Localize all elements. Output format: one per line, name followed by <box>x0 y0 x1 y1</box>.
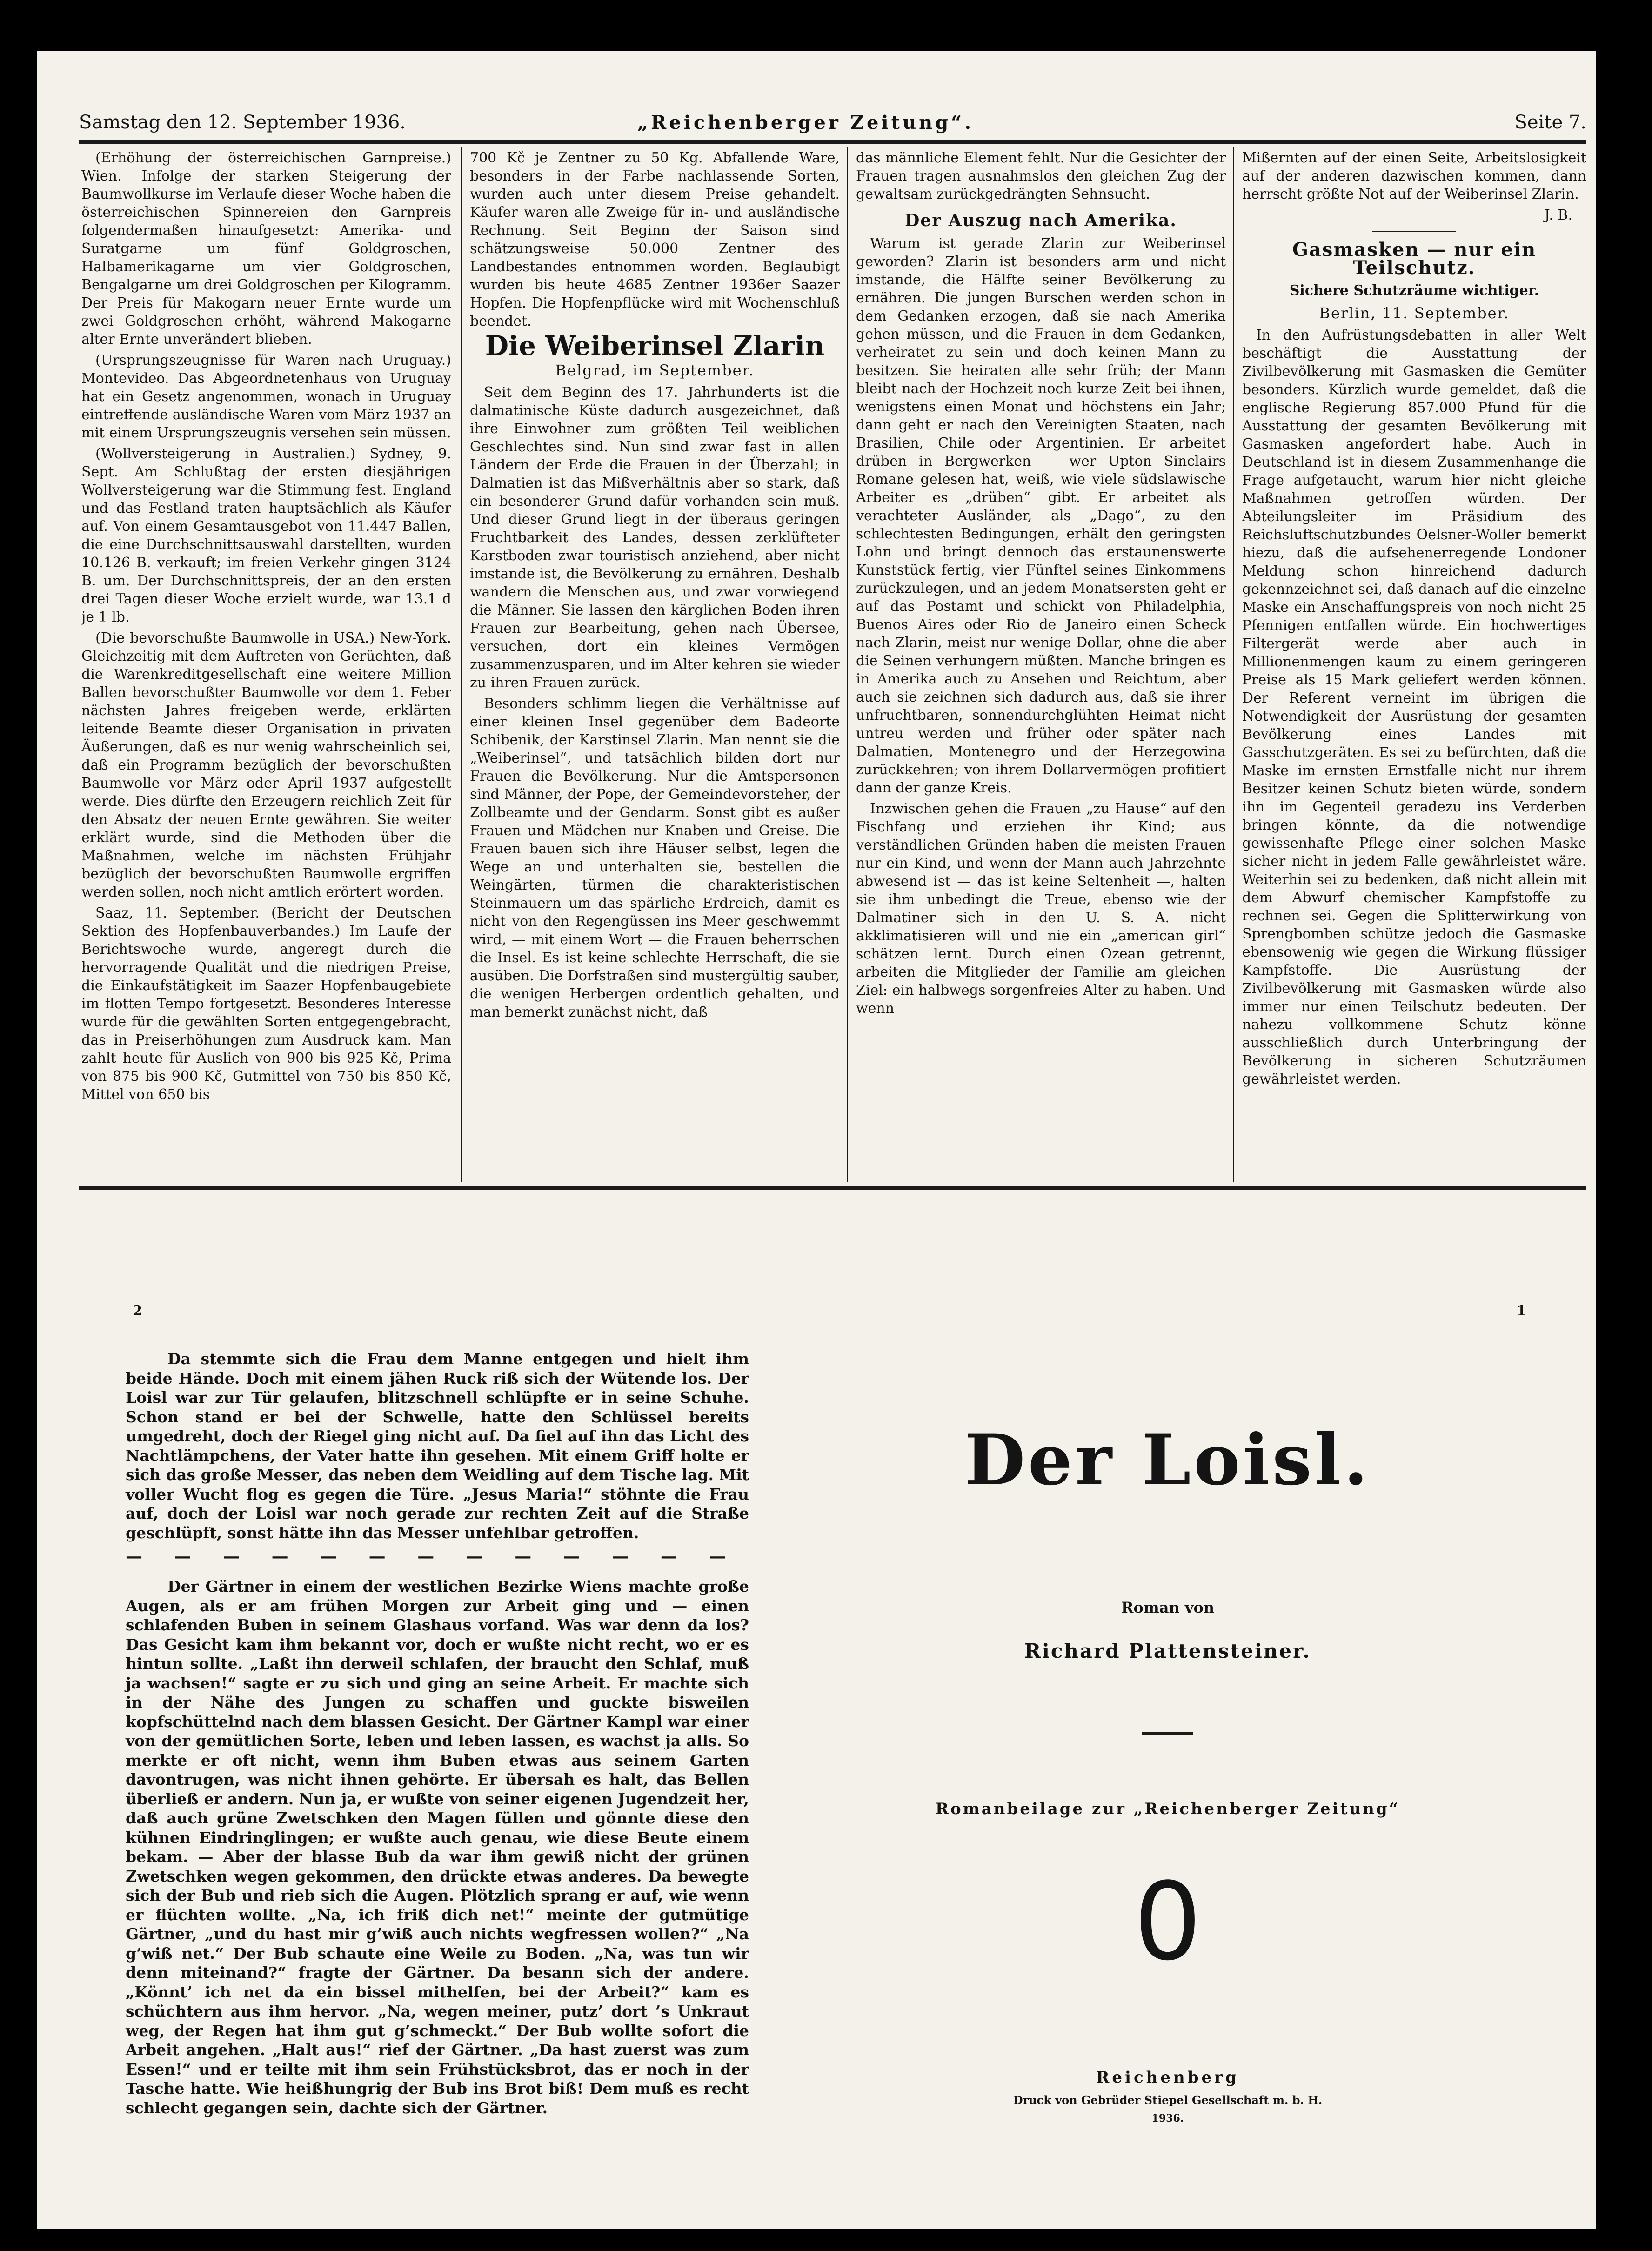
article-uruguay: (Ursprungszeugnisse für Waren nach Uruguay.) Montevideo. Das Abgeordnetenhaus von Uruguay hat ein Gesetz angenommen, wonach in Uruguay eintreffende ausländische Waren vom März 1937 an mit einem Ursprungszeugnis versehen sein müssen. <box>81 352 451 441</box>
article-subtitle-gasmasken: Sichere Schutzräume wichtiger. <box>1289 282 1539 299</box>
novel-text <box>126 1349 749 2117</box>
publication-place: Reichenberg <box>1096 2068 1239 2087</box>
column-2 <box>470 149 840 1184</box>
article-divider <box>1372 231 1456 232</box>
article-garnpreise: (Erhöhung der österreichischen Garnpreise.) Wien. Infolge der starken Steigerung der Baumwollkurse im Verlaufe dieser Woche haben die österreichischen Spinnereien den Garnpreis folgendermaßen hinaufgesetzt: Amerika- und Suratgarne um fünf Goldgroschen, Halbamerikagarne um vier Goldgroschen, Bengalgarne um drei Goldgroschen per Kilogramm. Der Preis für Makogarn neuer Ernte wurde um zwei Goldgroschen erhöht, während Makogarne alter Ernte unverändert blieben. <box>81 150 451 348</box>
publication-year: 1936. <box>1151 2112 1184 2124</box>
header-paper-name: „Reichenberger Zeitung“. <box>637 112 974 134</box>
column-4 <box>1242 149 1586 1184</box>
article-dateline-berlin: Berlin, 11. September. <box>1319 304 1510 322</box>
title-divider <box>1142 1732 1193 1735</box>
column-rule-3 <box>1233 147 1234 1182</box>
header-page-number: Seite 7. <box>1514 112 1586 133</box>
article-title-zlarin: Die Weiberinsel Zlarin <box>485 330 825 362</box>
fold-rule <box>79 1186 1586 1190</box>
zlarin-continued: das männliche Element fehlt. Nur die Gesichter der Frauen tragen ausnahmslos den gleichen Zug der gewaltsam zurückgedrängten Sehnsucht. <box>856 150 1226 202</box>
supplement-page-number-right: 1 <box>1517 1303 1526 1319</box>
zlarin-conclusion: Mißernten auf der einen Seite, Arbeitslosigkeit auf der anderen dazwischen kommen, dann herrscht größte Not auf der Weiberinsel Zlarin. <box>1242 150 1586 202</box>
printer-line: Druck von Gebrüder Stiepel Gesellschaft m. b. H. <box>1013 2093 1323 2107</box>
gasmasken-paragraph: In den Aufrüstungsdebatten in aller Welt beschäftigt die Ausstattung der Zivilbevölkerung mit Gasmasken die Gemüter besonders. Kürzlich wurde gemeldet, daß die englische Regierung 857.000 Pfund für die Ausstattung der gesamten Bevölkerung mit Gasmasken angefordert habe. Auch in Deutschland ist in diesem Zusammenhange die Frage aufgetaucht, warum hier nicht gleiche Maßnahmen getroffen würden. Der Abteilungsleiter im Präsidium des Reichsluftschutzbundes Oelsner-Woller bemerkt hiezu, daß die aufsehenerregende Londoner Meldung schon hinreichend dadurch gekennzeichnet sei, daß danach auf die einzelne Maske ein Anschaffungspreis von noch nicht 25 Pfennigen entfallen würde. Ein hochwertiges Filtergerät werde aber auch in Millionenmengen kaum zu einem geringeren Preise als 15 Mark geliefert werden können. Der Referent verneint im übrigen die Notwendigkeit der Ausrüstung der gesamten Bevölkerung eines Landes mit Gasschutzgeräten. Es sei zu befürchten, daß die Maske im ernsten Ernstfalle nicht nur ihrem Besitzer keinen Schutz bieten würde, sondern ihn im Gegenteil geradezu ins Verderben bringen könnte, da die notwendige gewissenhafte Pflege einer solchen Maske sicher nicht in jedem Falle gewährleistet wäre. Weiterhin sei zu bedenken, daß nicht allein mit dem Abwurf chemischer Kampfstoffe zu rechnen sei. Gegen die Splitterwirkung von Sprengbomben schütze jedoch die Gasmaske ebensowenig wie gegen die Wirkung flüssiger Kampfstoffe. Die Ausrüstung der Zivilbevölkerung mit Gasmasken würde also immer nur einen Teilschutz bedeuten. Der nahezu vollkommene Schutz könne ausschließlich durch Unterbringung der Bevölkerung in sicheren Schutzräumen gewährleistet werden. <box>1242 327 1586 1087</box>
page-header <box>79 112 1586 140</box>
novel-title: Der Loisl. <box>964 1419 1371 1501</box>
zlarin-paragraph-2: Besonders schlimm liegen die Verhältnisse auf einer kleinen Insel gegenüber dem Badeorte Schibenik, der Karstinsel Zlarin. Man nennt sie die „Weiberinsel“, und tatsächlich bilden dort nur Frauen die Bevölkerung. Nur die Amtspersonen sind Männer, der Pope, der Gemeindevorsteher, der Zollbeamte und der Gendarm. Sonst gibt es außer Frauen und Mädchen nur Knaben und Greise. Die Frauen bauen sich ihre Häuser selbst, legen die Wege an und unterhalten sie, bestellen die Weingärten, türmen die charakteristischen Steinmauern um das spärliche Erdreich, damit es nicht von den Regengüssen ins Meer geschwemmt wird, — mit einem Wort — die Frauen beherrschen die Insel. Es ist keine schlechte Herrschaft, die sie ausüben. Die Dorfstraßen sind mustergültig sauber, die wenigen Herbergen ordentlich gehalten, und man bemerkt zunächst nicht, daß <box>470 696 840 1020</box>
article-hopfen-continued: 700 Kč je Zentner zu 50 Kg. Abfallende Ware, besonders in der Farbe nachlassende Sorten, wurden auch unter diesem Preise gehandelt. Käufer waren alle Zweige für in- und ausländische Rechnung. Seit Beginn der Saison sind schätzungsweise 50.000 Zentner des Landbestandes entnommen worden. Beglaubigt wurden bis heute 4685 Zentner 1936er Saazer Hopfen. Die Hopfenpflücke wird mit Wochenschluß beendet. <box>470 150 840 329</box>
author-signature: J. B. <box>1544 207 1572 223</box>
article-hopfen-saaz: Saaz, 11. September. (Bericht der Deutschen Sektion des Hopfenbauverbandes.) Im Laufe der Berichtswoche wurde, angeregt durch die hervorragende Qualität und die niedrigen Preise, die Einkaufstätigkeit im Saazer Hopfenbaugebiete im flotten Tempo fortgesetzt. Besonderes Interesse wurde für die gewählten Sorten entgegengebracht, das in Preiserhöhungen zum Ausdruck kam. Man zahlt heute für Auslich von 900 bis 925 Kč, Prima von 875 bis 900 Kč, Gutmittel von 750 bis 850 Kč, Mittel von 650 bis <box>81 905 451 1103</box>
header-rule <box>79 140 1586 144</box>
column-1 <box>81 149 451 1184</box>
supplement-number: 0 <box>1133 1860 1202 1984</box>
novel-supplement-line: Romanbeilage zur „Reichenberger Zeitung“ <box>935 1800 1400 1818</box>
column-3 <box>856 149 1226 1184</box>
subheading-auszug-amerika: Der Auszug nach Amerika. <box>905 211 1177 230</box>
column-rule-1 <box>461 147 462 1182</box>
novel-paragraph-2: Der Gärtner in einem der westlichen Bezirke Wiens machte große Augen, als er am frühen Morgen zur Arbeit ging und — einen schlafenden Buben in seinem Glashaus vorfand. Was war denn da los? Das Gesicht kam ihm bekannt vor, doch er wußte nicht recht, wo er es hintun sollte. „Laßt ihn derweil schlafen, der braucht den Schlaf, muß ja wachsen!“ sagte er zu sich und ging an seine Arbeit. Er machte sich in der Nähe des Jungen zu schaffen und guckte bisweilen kopfschüttelnd nach dem blassen Gesicht. Der Gärtner Kampl war einer von der gemütlichen Sorte, leben und leben lassen, es wachst ja alls. So merkte er oft nicht, wenn ihm Buben etwas aus seinem Garten davontrugen, was nicht ihnen gehörte. Er übersah es halt, das Bellen überließ er andern. Nun ja, er wußte von seiner eigenen Jugendzeit her, daß auch grüne Zwetschken den Magen füllen und gönnte diese den kühnen Eindringlingen; er wußte auch genau, wie diese Beute einem bekam. — Aber der blasse Bub da war ihm gewiß nicht der grünen Zwetschken wegen gekommen, den drückte etwas anderes. Da bewegte sich der Bub und rieb sich die Augen. Plötzlich sprang er auf, wie wenn er flüchten wollte. „Na, ich friß dich net!“ meinte der gutmütige Gärtner, „und du hast mir g’wiß auch nichts wegfressen wollen?“ „Na g’wiß net.“ Der Bub schaute eine Weile zu Boden. „Na, was tun wir denn miteinand?“ fragte der Gärtner. Da besann sich der andere. „Könnt’ ich net da ein bissel mithelfen, bei der Arbeit?“ kam es schüchtern aus ihm hervor. „Na, wegen meiner, putz’ dort ’s Unkraut weg, der Regen hat ihm gut g’schmeckt.“ Der Bub wollte sofort die Arbeit angehen. „Halt aus!“ rief der Gärtner. „Da hast zuerst was zum Essen!“ und er teilte mit ihm sein Frühstücksbrot, das er noch in der Tasche hatte. Wie heißhungrig der Bub ins Brot biß! Dem muß es recht schlecht gegangen sein, dachte sich der Gärtner. <box>126 1577 749 2117</box>
section-break-dashes: — — — — — — — — — — — — — <box>126 1547 739 1566</box>
zlarin-paragraph-3: Warum ist gerade Zlarin zur Weiberinsel geworden? Zlarin ist besonders arm und nicht imstande, die Hälfte seiner Bevölkerung zu ernähren. Die jungen Burschen werden schon in dem Gedanken erzogen, daß sie nach Amerika gehen müssen, und die Frauen in dem Gedanken, verheiratet zu sein und doch keinen Mann zu besitzen. Sie heiraten alle sehr früh; der Mann bleibt nach der Hochzeit noch kurze Zeit bei ihnen, wenigstens einen Monat und höchstens ein Jahr; dann geht er nach den Vereinigten Staaten, nach Brasilien, Chile oder Argentinien. Er arbeitet drüben in Bergwerken — wer Upton Sinclairs Romane gelesen hat, weiß, wie viele südslawische Arbeiter es „drüben“ gibt. Er arbeitet als verachteter Ausländer, als „Dago“, zu den schlechtesten Bedingungen, erhält den geringsten Lohn und bringt dennoch das erstaunenswerte Kunststück fertig, vier Fünftel seines Einkommens zurückzulegen, und an jedem Monatsersten geht er auf das Postamt und schickt von Philadelphia, Buenos Aires oder Rio de Janeiro einen Scheck nach Zlarin, meist nur wenige Dollar, ohne die aber die Seinen verhungern müßten. Manche bringen es in Amerika auch zu Ansehen und Reichtum, aber auch sie zeichnen sich dadurch aus, daß sie ihrer unfruchtbaren, sonnendurchglühten Heimat nicht untreu werden und früher oder später nach Dalmatien, Montenegro und der Herzegowina zurückkehren; von ihrem Dollarvermögen profitiert dann der ganze Kreis. <box>856 235 1226 796</box>
novel-author: Richard Plattensteiner. <box>1024 1640 1311 1662</box>
article-wollversteigerung: (Wollversteigerung in Australien.) Sydney, 9. Sept. Am Schlußtag der ersten diesjährigen Wollversteigerung war die Stimmung fest. England und das Festland traten hauptsächlich als Käufer auf. Von einem Gesamtausgebot von 11.447 Ballen, die eine Durchschnittsauswahl darstellten, wurden 10.126 B. verkauft; im freien Verkehr gingen 3124 B. um. Der Durchschnittspreis, der an den ersten drei Tagen dieser Woche erzielt wurde, war 13.1 d je 1 lb. <box>81 446 451 625</box>
supplement-page-number-left: 2 <box>133 1303 142 1319</box>
novel-paragraph-1: Da stemmte sich die Frau dem Manne entgegen und hielt ihm beide Hände. Doch mit einem jähen Ruck riß sich der Wütende los. Der Loisl war zur Tür gelaufen, blitzschnell schlüpfte er in seine Schuhe. Schon stand er bei der Schwelle, hatte den Schlüssel bereits umgedreht, doch der Riegel ging nicht auf. Da fiel auf ihn das Licht des Nachtlämpchens, der Vater hatte ihn gesehen. Mit einem Griff holte er sich das große Messer, das neben dem Weidling auf dem Tische lag. Mit voller Wucht flog es gegen die Türe. „Jesus Maria!“ stöhnte die Frau auf, doch der Loisl war noch gerade zur rechten Zeit auf die Straße geschlüpft, sonst hätte ihn das Messer unfehlbar getroffen. <box>126 1350 749 1542</box>
article-dateline-belgrad: Belgrad, im September. <box>555 362 755 379</box>
novel-roman-von: Roman von <box>1121 1599 1215 1616</box>
novel-title-page <box>782 1400 1554 2124</box>
article-baumwolle-usa: (Die bevorschußte Baumwolle in USA.) New-York. Gleichzeitig mit dem Auftreten von Gerüchten, daß die Warenkreditgesellschaft eine weitere Million Ballen bevorschußter Baumwolle vor dem 1. Feber nächsten Jahres freigeben werde, erklärten leitende Beamte dieser Organisation in privaten Äußerungen, daß es nur wenig wahrscheinlich sei, daß ein Programm bezüglich der bevorschußten Baumwolle vor März oder April 1937 aufgestellt werde. Dies dürfte den Erzeugern reichlich Zeit für den Absatz der neuen Ernte gewähren. Sie weiter erklärt wurde, sind die Methoden über die Maßnahmen, welche im nächsten Frühjahr bezüglich der bevorschußten Baumwolle ergriffen werden sollen, noch nicht amtlich erörtert worden. <box>81 630 451 900</box>
column-rule-2 <box>847 147 848 1182</box>
zlarin-paragraph-4: Inzwischen gehen die Frauen „zu Hause“ auf den Fischfang und erziehen ihr Kind; aus verständlichen Gründen haben die meisten Frauen nur ein Kind, und wenn der Mann auch Jahrzehnte abwesend ist — das ist keine Seltenheit —, halten sie ihm unbedingt die Treue, ebenso wie der Dalmatiner sich in den U. S. A. nicht akklimatisieren will und nie ein „american girl“ schätzen lernt. Durch einen Ozean getrennt, arbeiten die Mitglieder der Familie am gleichen Ziel: ein halbwegs sorgenfreies Alter zu haben. Und wenn <box>856 801 1226 1017</box>
zlarin-paragraph-1: Seit dem Beginn des 17. Jahrhunderts ist die dalmatinische Küste dadurch ausgezeichnet, daß ihre Einwohner zum größten Teil weiblichen Geschlechtes sind. Nun sind zwar fast in allen Ländern der Erde die Frauen in der Überzahl; in Dalmatien ist das Mißverhältnis aber so stark, daß ein besonderer Grund dafür vorhanden sein muß. Und dieser Grund liegt in der überaus geringen Fruchtbarkeit des Landes, dessen zerklüfteter Karstboden zwar touristisch anziehend, aber nicht imstande ist, die Bevölkerung zu ernähren. Deshalb wandern die Menschen aus, und zwar vorwiegend die Männer. Sie lassen den kärglichen Boden ihren Frauen zur Bearbeitung, gehen nach Übersee, versuchen, dort ein kleines Vermögen zusammenzusparen, und im Alter kehren sie wieder zu ihren Frauen zurück. <box>470 384 840 691</box>
article-title-gasmasken: Gasmasken — nur ein Teilschutz. <box>1292 239 1537 279</box>
newspaper-sheet <box>37 51 1596 2229</box>
header-date: Samstag den 12. September 1936. <box>79 112 406 133</box>
